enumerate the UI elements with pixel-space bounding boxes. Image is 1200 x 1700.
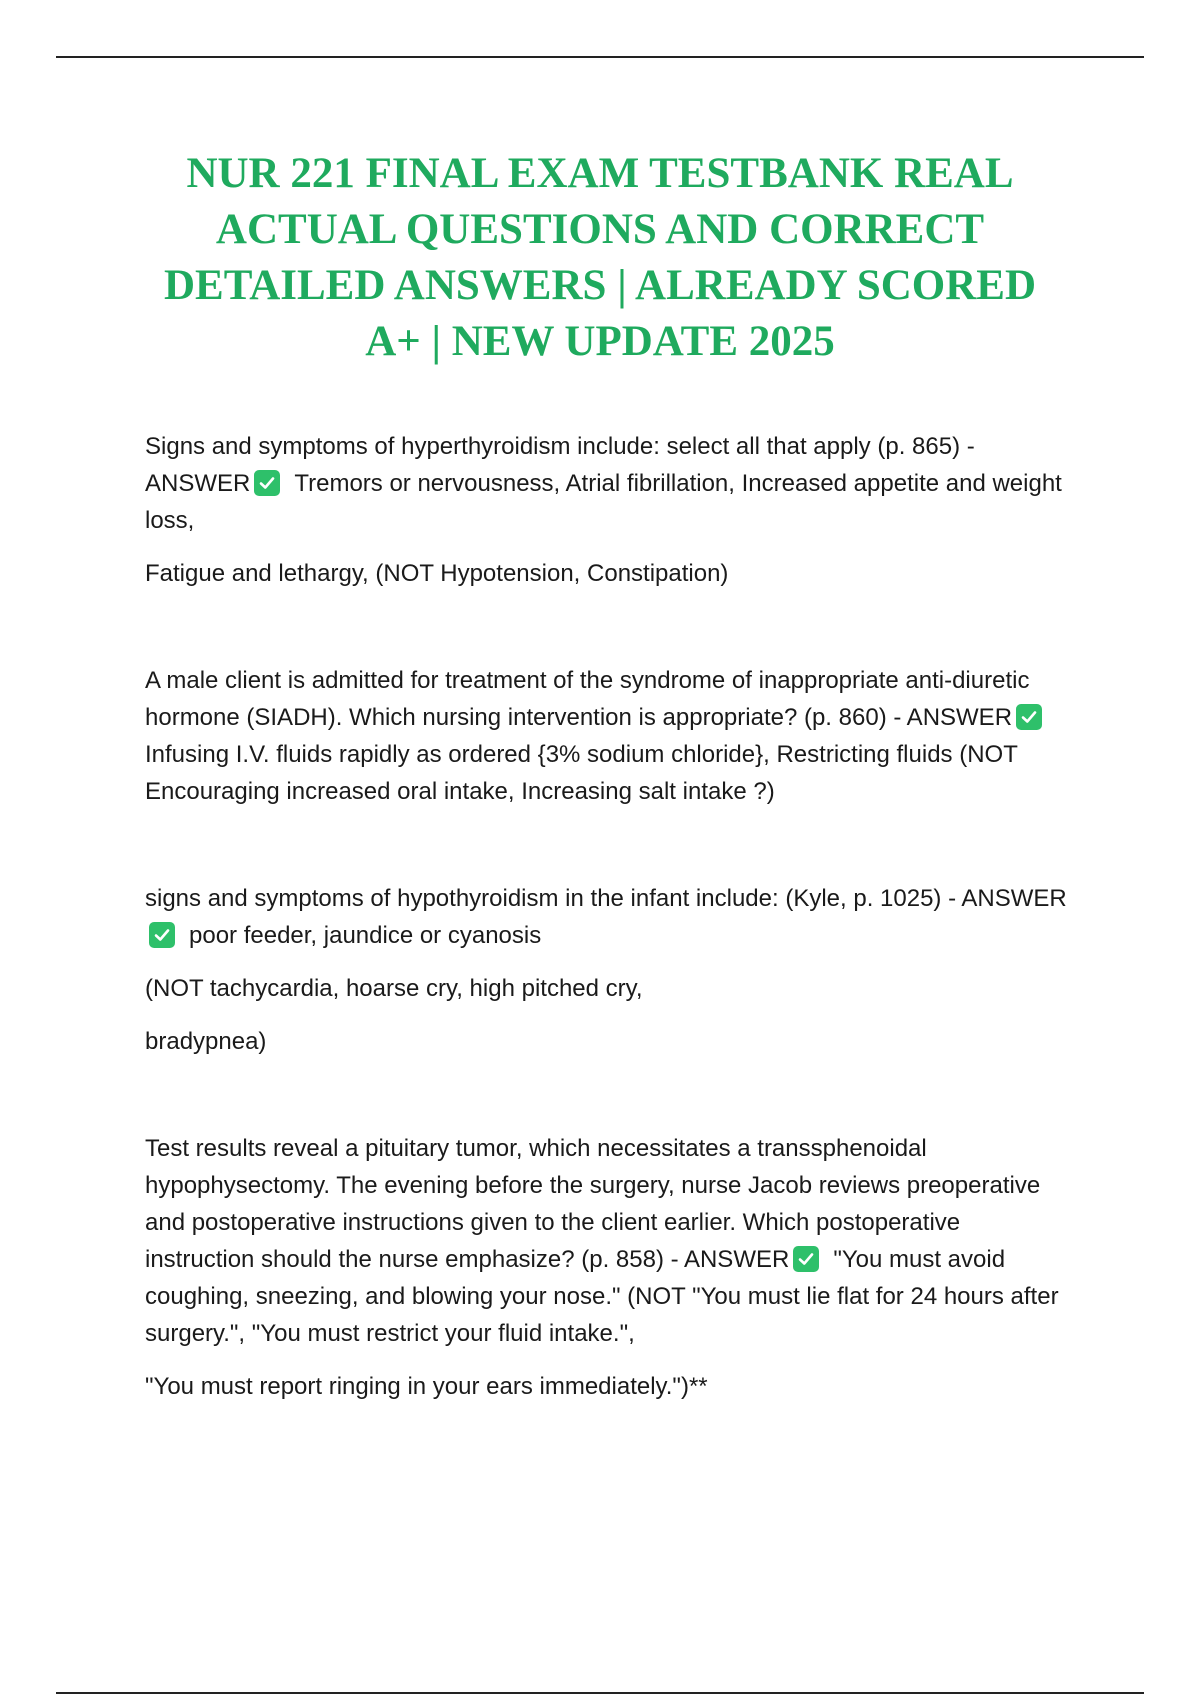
answer-continuation: (NOT tachycardia, hoarse cry, high pitched cry, [145, 975, 643, 1002]
qa-main-paragraph [145, 880, 1075, 954]
check-mark-icon [1016, 704, 1042, 730]
question-text: A male client is admitted for treatment of the syndrome of inappropriate anti-diuretic hormone (SIADH). Which nursing intervention is appropriate? (p. 860) - ANSWER [145, 667, 1030, 731]
check-mark-icon [793, 1246, 819, 1272]
answer-continuation: Fatigue and lethargy, (NOT Hypotension, Constipation) [145, 560, 729, 587]
qa-item [145, 662, 1075, 810]
check-mark-icon [149, 922, 175, 948]
question-text: signs and symptoms of hypothyroidism in the infant include: (Kyle, p. 1025) - ANSWER [145, 885, 1067, 912]
answer-text: Infusing I.V. fluids rapidly as ordered {3% sodium chloride}, Restricting fluids (NOT Encouraging increased oral intake, Increasing salt intake ?) [145, 741, 1018, 805]
document-title: NUR 221 FINAL EXAM TESTBANK REAL ACTUAL QUESTIONS AND CORRECT DETAILED ANSWERS | ALREADY SCORED A+ | NEW UPDATE 2025 [163, 150, 1037, 365]
answer-text: poor feeder, jaundice or cyanosis [189, 922, 542, 949]
answer-continuation: bradypnea) [145, 1028, 267, 1055]
qa-list [145, 428, 1075, 1475]
qa-main-paragraph [145, 428, 1075, 539]
qa-item [145, 428, 1075, 592]
qa-main-paragraph [145, 662, 1075, 810]
check-mark-icon [254, 470, 280, 496]
question-text: Test results reveal a pituitary tumor, which necessitates a transsphenoidal hypophysectomy. The evening before the surgery, nurse Jacob reviews preoperative and postoperative instructions given to the client earlier. Which postoperative instruction should the nurse emphasize? (p. 858) - ANSWER [145, 1135, 1041, 1273]
qa-main-paragraph [145, 1130, 1075, 1352]
answer-text: "You must avoid coughing, sneezing, and blowing your nose." (NOT "You must lie flat for 24 hours after surgery.", "You must restrict your fluid intake.", [145, 1246, 1059, 1347]
top-rule [56, 56, 1144, 58]
bottom-rule [56, 1692, 1144, 1694]
qa-item [145, 880, 1075, 1060]
answer-continuation: "You must report ringing in your ears immediately.")** [145, 1373, 708, 1400]
answer-text: Tremors or nervousness, Atrial fibrillation, Increased appetite and weight loss, [145, 470, 1062, 534]
qa-item [145, 1130, 1075, 1405]
question-text: Signs and symptoms of hyperthyroidism include: select all that apply (p. 865) - ANSWER [145, 433, 975, 497]
